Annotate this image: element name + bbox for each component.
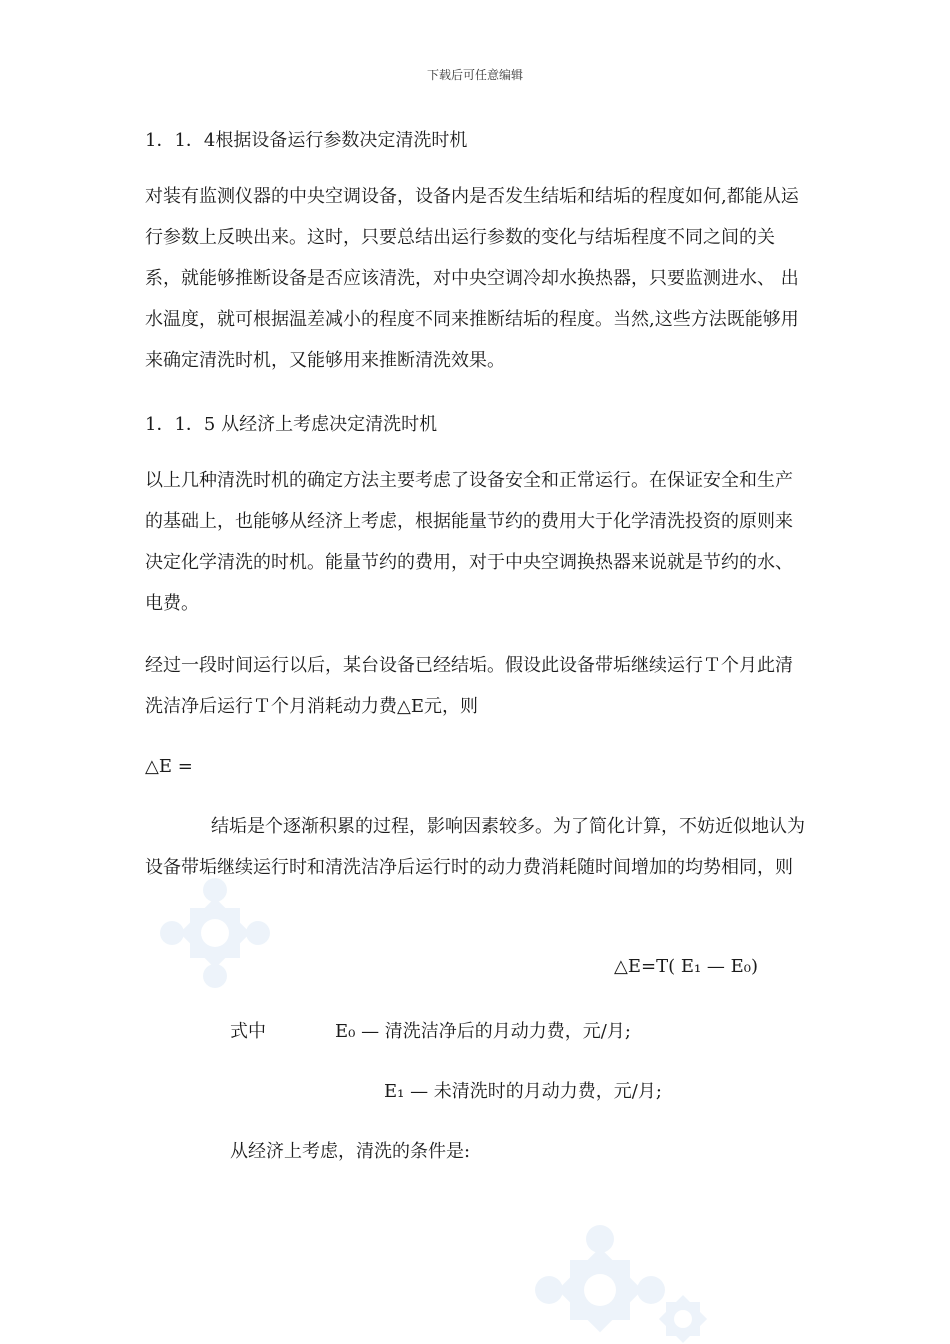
page-header: 下载后可任意编辑: [426, 68, 523, 82]
where-label: 式中: [230, 1021, 266, 1042]
snowflake-watermark-icon: [648, 1284, 718, 1344]
snowflake-watermark-icon: [160, 878, 270, 988]
definition-e0: E₀ — 清洗洁净后的月动力费，元/月;: [335, 1021, 631, 1042]
paragraph-economic: 以上几种清洗时机的确定方法主要考虑了设备安全和正常运行。在保证安全和生产的基础上，也能够从经济上考虑，根据能量节约的费用大于化学清洗投资的原则来决定化学清洗的时机。能量节约的费用，对于中央空调换热器来说就是节约的水、 电费。: [145, 470, 793, 614]
equation-delta-e: △E =: [145, 756, 193, 777]
paragraph-monitoring: 对装有监测仪器的中央空调设备，设备内是否发生结垢和结垢的程度如何,都能从运行参数上反映出来。这时，只要总结出运行参数的变化与结垢程度不同之间的关系，就能够推断设备是否应该清洗，对中央空调冷却水换热器，只要监测进水、 出水温度，就可根据温差减小的程度不同来推断结垢的程度。当然,这些方法既能够用来确定清洗时机，又能够用来推断清洗效果。: [145, 186, 799, 371]
equation-delta-e-formula: △E=T( E₁ — E₀): [614, 956, 758, 977]
definition-e1: E₁ — 未清洗时的月动力费，元/月;: [384, 1081, 662, 1102]
paragraph-scaling-assumption: 经过一段时间运行以后，某台设备已经结垢。假设此设备带垢继续运行Ｔ个月此清洗洁净后运行Ｔ个月消耗动力费△E元，则: [145, 655, 793, 717]
paragraph-simplification: 结垢是个逐渐积累的过程，影响因素较多。为了简化计算，不妨近似地认为设备带垢继续运行时和清洗洁净后运行时的动力费消耗随时间增加的均势相同，则: [145, 816, 805, 878]
condition-text: 从经济上考虑，清洗的条件是:: [230, 1141, 471, 1162]
section-heading-1-1-5: 1．1．5 从经济上考虑决定清洗时机: [145, 414, 438, 435]
section-heading-1-1-4: 1．1．4根据设备运行参数决定清洗时机: [145, 130, 468, 151]
snowflake-watermark-icon: [535, 1225, 665, 1344]
